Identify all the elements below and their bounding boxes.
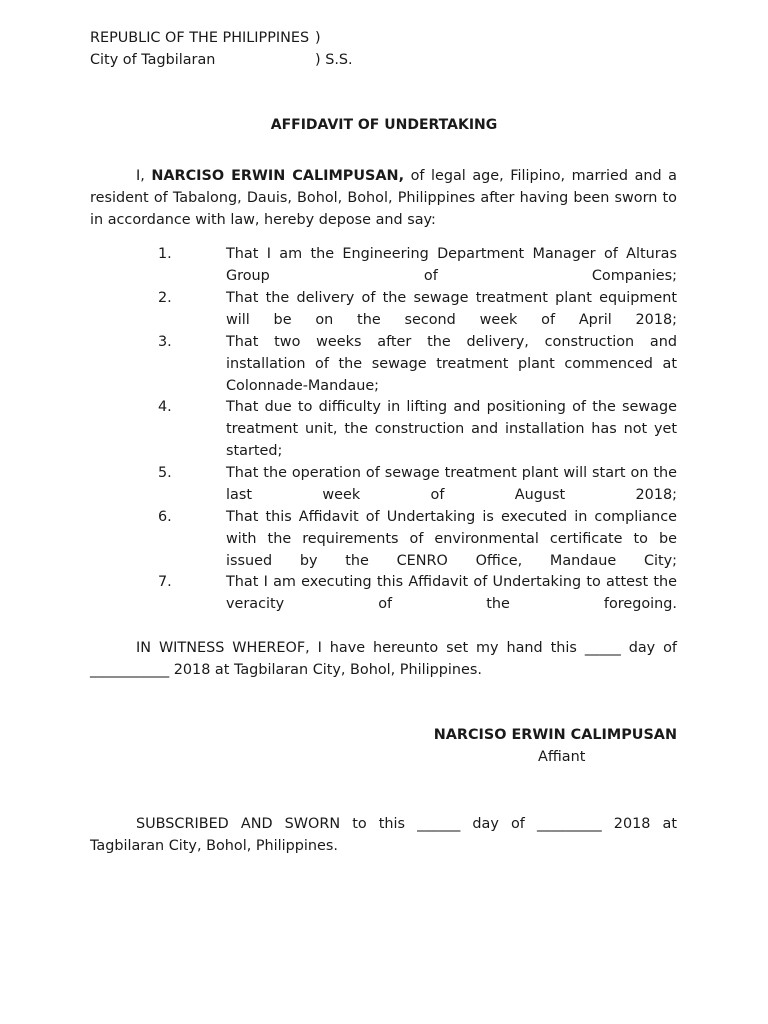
intro-paragraph [90, 165, 677, 231]
item-number: 5. [158, 465, 172, 481]
item-text: That this Affidavit of Undertaking is executed in compliance with the requirements of environmental certificate to be issued by the CENRO Office, Mandaue City; [226, 509, 677, 569]
item-text: That I am the Engineering Department Manager of Alturas Group of Companies; [226, 246, 677, 284]
affiant-label: Affiant [538, 749, 586, 765]
item-text: That I am executing this Affidavit of Undertaking to attest the veracity of the foregoing. [226, 574, 677, 612]
affiant-name-inline: NARCISO ERWIN CALIMPUSAN, [151, 168, 405, 184]
document-title: AFFIDAVIT OF UNDERTAKING [270, 117, 498, 133]
item-text: That the operation of sewage treatment plant will start on the last week of August 2018; [226, 465, 677, 503]
venue-republic: REPUBLIC OF THE PHILIPPINES [90, 30, 310, 46]
item-number: 6. [158, 509, 172, 525]
venue-paren-ss: ) S.S. [315, 52, 353, 68]
item-text: That two weeks after the delivery, construction and installation of the sewage treatment plant commenced at Colonnade-Mandaue; [226, 334, 677, 394]
item-number: 2. [158, 290, 172, 306]
jurat-paragraph: SUBSCRIBED AND SWORN to this ______ day of _________ 2018 at Tagbilaran City, Bohol, Philippines. [90, 816, 677, 854]
item-number: 4. [158, 399, 172, 415]
venue-city: City of Tagbilaran [90, 52, 216, 68]
intro-prefix: I, [136, 168, 152, 184]
venue-paren-1: ) [315, 30, 321, 46]
item-number: 3. [158, 334, 172, 350]
item-number: 7. [158, 574, 172, 590]
witness-paragraph: IN WITNESS WHEREOF, I have hereunto set my hand this _____ day of ___________ 2018 at Tagbilaran City, Bohol, Philippines. [90, 640, 677, 678]
intro-text: of legal age, Filipino, married and a resident of Tabalong, Dauis, Bohol, Bohol, Philippines after having been sworn to in accordance with law, hereby depose and say: [90, 168, 677, 228]
item-text: That the delivery of the sewage treatment plant equipment will be on the second week of April 2018; [226, 290, 677, 328]
item-number: 1. [158, 246, 172, 262]
item-text: That due to difficulty in lifting and positioning of the sewage treatment unit, the construction and installation has not yet started; [226, 399, 677, 459]
affiant-signature-name: NARCISO ERWIN CALIMPUSAN [433, 727, 677, 743]
